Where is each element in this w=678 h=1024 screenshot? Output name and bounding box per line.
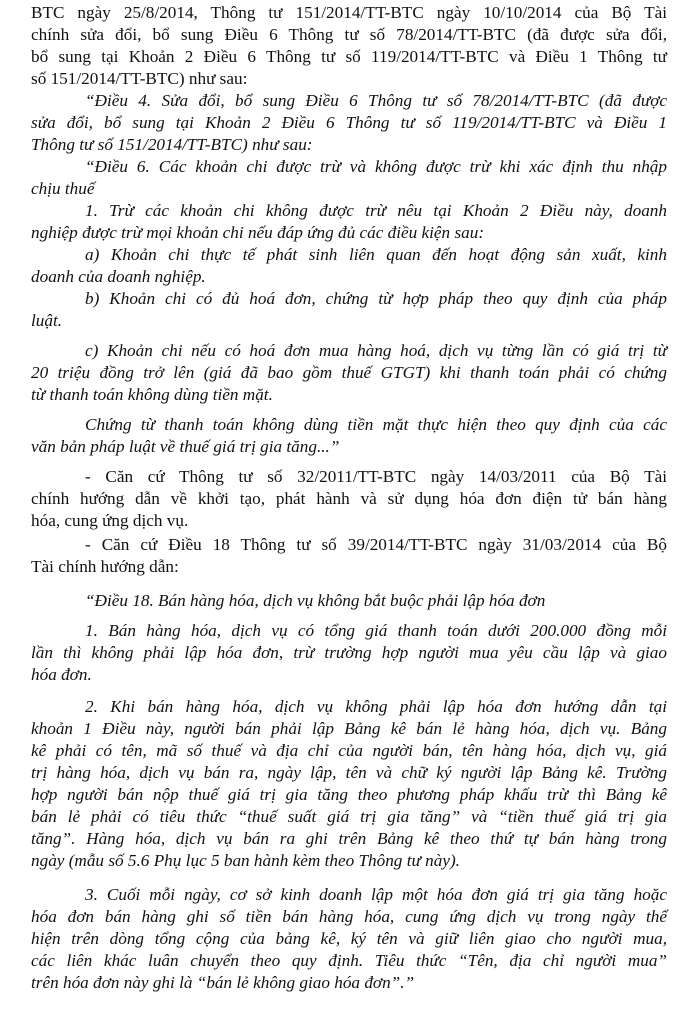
- document-text-line: các liên khác luân chuyển theo quy định. Tiêu thức “Tên, địa chỉ người mua”: [31, 951, 667, 970]
- document-text-line: tăng”. Hàng hóa, dịch vụ bán ra ghi trên Bảng kê theo thứ tự bán hàng trong: [31, 829, 667, 848]
- document-text-line: BTC ngày 25/8/2014, Thông tư 151/2014/TT-BTC ngày 10/10/2014 của Bộ Tài: [31, 3, 667, 22]
- document-text-line: Tài chính hướng dẫn:: [31, 557, 179, 576]
- document-text-line: nghiệp được trừ mọi khoản chi nếu đáp ứng đủ các điều kiện sau:: [31, 223, 485, 242]
- document-text-line: - Căn cứ Thông tư số 32/2011/TT-BTC ngày 14/03/2011 của Bộ Tài: [85, 467, 667, 486]
- document-text-line: “Điều 6. Các khoản chi được trừ và không được trừ khi xác định thu nhập: [85, 157, 667, 176]
- document-text-line: chính sửa đổi, bổ sung Điều 6 Thông tư số 78/2014/TT-BTC (đã được sửa đổi,: [31, 25, 667, 44]
- document-text-line: bán lẻ phải có tiêu thức “thuế suất giá trị gia tăng” và “tiền thuế giá trị gia: [31, 807, 667, 826]
- document-text-line: - Căn cứ Điều 18 Thông tư số 39/2014/TT-BTC ngày 31/03/2014 của Bộ: [85, 535, 667, 554]
- document-text-line: ngày (mẫu số 5.6 Phụ lục 5 ban hành kèm theo Thông tư này).: [31, 851, 460, 870]
- document-text-line: 20 triệu đồng trở lên (giá đã bao gồm thuế GTGT) khi thanh toán phải có chứng: [31, 363, 667, 382]
- document-text-line: Chứng từ thanh toán không dùng tiền mặt thực hiện theo quy định của các: [85, 415, 667, 434]
- document-text-line: chịu thuế: [31, 179, 95, 198]
- document-text-line: hiện trên dòng tổng cộng của bảng kê, ký tên và giữ liên giao cho người mua,: [31, 929, 667, 948]
- document-text-line: 1. Trừ các khoản chi không được trừ nêu tại Khoản 2 Điều này, doanh: [85, 201, 667, 220]
- document-text-line: Thông tư số 151/2014/TT-BTC) như sau:: [31, 135, 313, 154]
- document-text-line: văn bản pháp luật về thuế giá trị gia tăng...”: [31, 437, 340, 456]
- document-text-line: luật.: [31, 311, 63, 330]
- document-text-line: khoản 1 Điều này, người bán phải lập Bảng kê bán lẻ hàng hóa, dịch vụ. Bảng: [31, 719, 667, 738]
- document-text-line: sửa đổi, bổ sung tại Khoản 2 Điều 6 Thông tư số 119/2014/TT-BTC và Điều 1: [31, 113, 667, 132]
- document-text-line: hóa đơn bán hàng ghi số tiền bán hàng hóa, cung ứng dịch vụ trong ngày thể: [31, 907, 667, 926]
- document-text-line: chính hướng dẫn về khởi tạo, phát hành và sử dụng hóa đơn điện tử bán hàng: [31, 489, 667, 508]
- document-text-line: c) Khoản chi nếu có hoá đơn mua hàng hoá, dịch vụ từng lần có giá trị từ: [85, 341, 667, 360]
- document-text-line: 1. Bán hàng hóa, dịch vụ có tổng giá thanh toán dưới 200.000 đồng mỗi: [85, 621, 667, 640]
- document-text-line: “Điều 4. Sửa đổi, bổ sung Điều 6 Thông tư số 78/2014/TT-BTC (đã được: [85, 91, 667, 110]
- document-text-line: “Điều 18. Bán hàng hóa, dịch vụ không bắt buộc phải lập hóa đơn: [85, 591, 546, 610]
- document-text-line: 2. Khi bán hàng hóa, dịch vụ không phải lập hóa đơn hướng dẫn tại: [85, 697, 667, 716]
- document-text-line: từ thanh toán không dùng tiền mặt.: [31, 385, 273, 404]
- document-text-line: b) Khoản chi có đủ hoá đơn, chứng từ hợp pháp theo quy định của pháp: [85, 289, 667, 308]
- document-text-line: hóa đơn.: [31, 665, 92, 684]
- document-text-line: hóa, cung ứng dịch vụ.: [31, 511, 189, 530]
- document-text-line: kê phải có tên, mã số thuế và địa chỉ của người bán, tên hàng hóa, dịch vụ, giá: [31, 741, 667, 760]
- document-text-line: hợp người bán nộp thuế giá trị gia tăng theo phương pháp khấu trừ thì Bảng kê: [31, 785, 667, 804]
- document-text-line: bổ sung tại Khoản 2 Điều 6 Thông tư số 119/2014/TT-BTC và Điều 1 Thông tư: [31, 47, 667, 66]
- document-text-line: 3. Cuối mỗi ngày, cơ sở kinh doanh lập một hóa đơn giá trị gia tăng hoặc: [85, 885, 667, 904]
- document-text-line: lần thì không phải lập hóa đơn, trừ trường hợp người mua yêu cầu lập và giao: [31, 643, 667, 662]
- document-text-line: số 151/2014/TT-BTC) như sau:: [31, 69, 248, 88]
- document-text-line: trị hàng hóa, dịch vụ bán ra, ngày lập, tên và chữ ký người lập Bảng kê. Trường: [31, 763, 667, 782]
- document-text-line: a) Khoản chi thực tế phát sinh liên quan đến hoạt động sản xuất, kinh: [85, 245, 667, 264]
- document-text-line: trên hóa đơn này ghi là “bán lẻ không giao hóa đơn”.”: [31, 973, 415, 992]
- document-text-line: doanh của doanh nghiệp.: [31, 267, 206, 286]
